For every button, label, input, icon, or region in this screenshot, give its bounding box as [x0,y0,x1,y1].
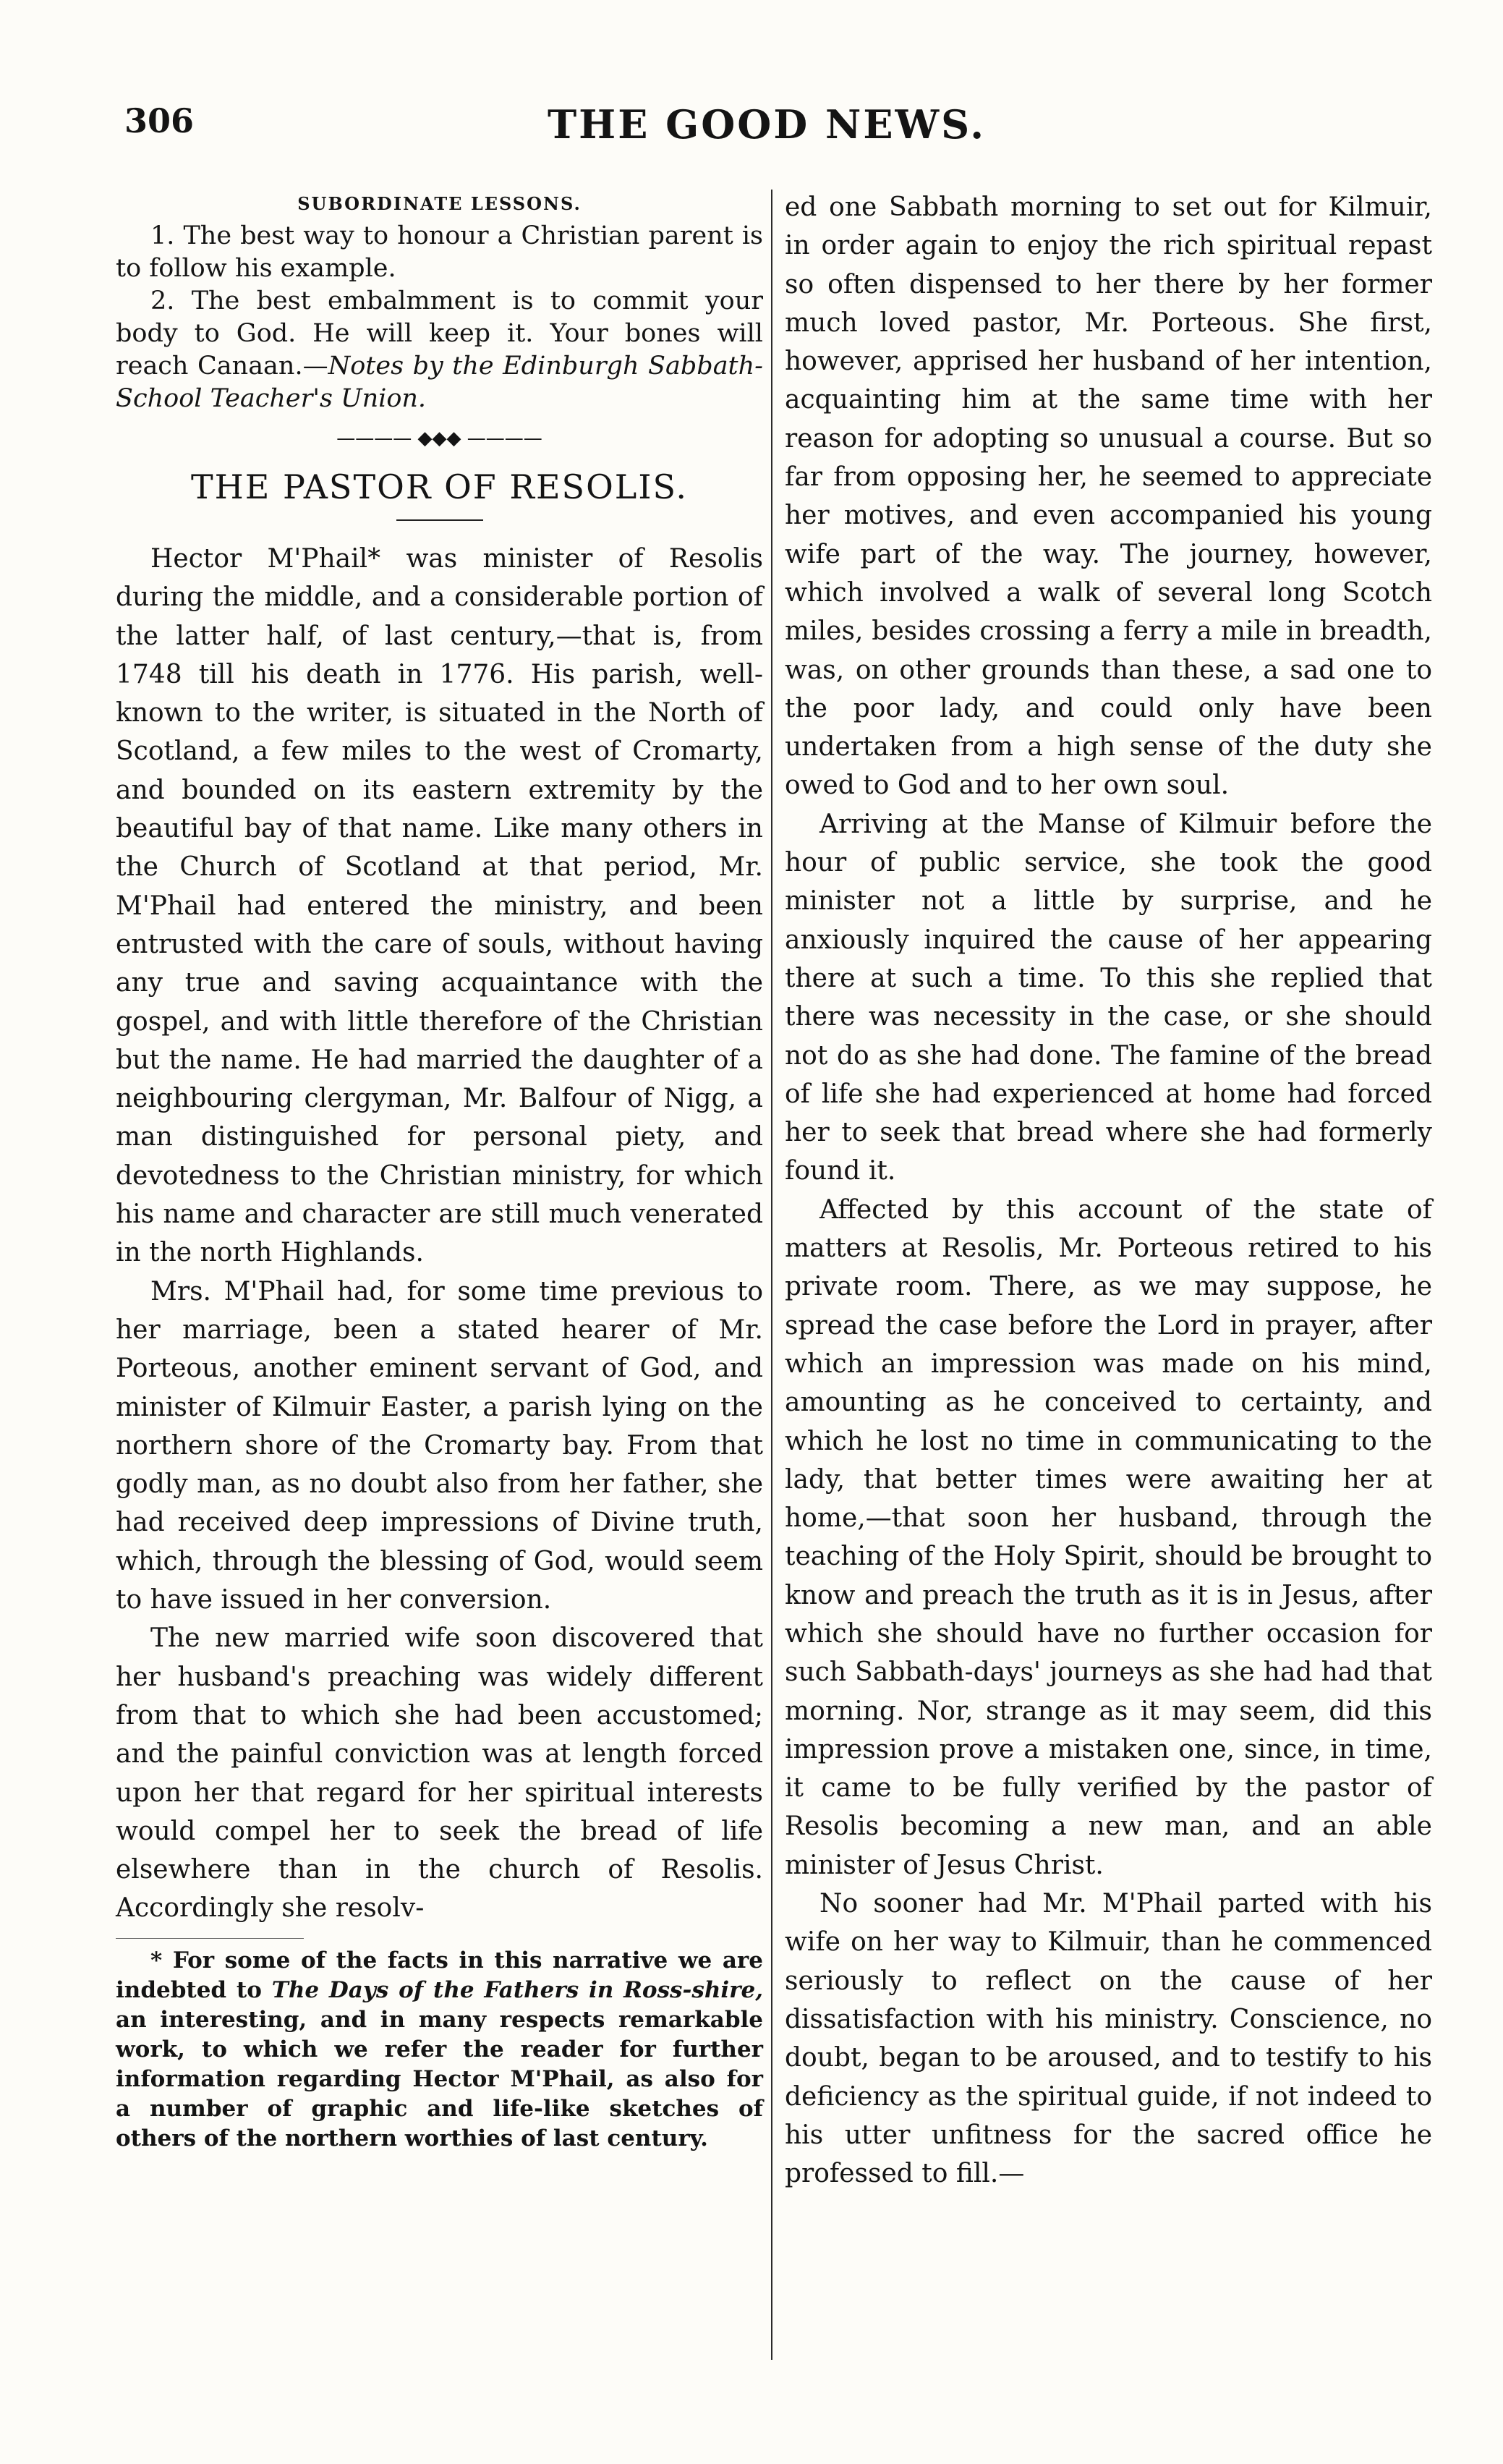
footnote-rule [116,1938,304,1939]
lesson-item-2-text: 2. The best embalmment is to commit your body to God. He will keep it. Your bones will reach Canaan.— [116,286,763,381]
running-title: THE GOOD NEWS. [547,101,987,148]
right-column [785,188,1432,2193]
subordinate-lessons-heading: SUBORDINATE LESSONS. [297,193,582,214]
right-paragraph-1: ed one Sabbath morning to set out for Kilmuir, in order again to enjoy the rich spiritual repast so often dispensed to her there by her former much loved pastor, Mr. Porteous. She first, however, apprised her husband of her intention, acquainting him at the same time with her reason for adopting so unusual a course. But so far from opposing her, he seemed to appreciate her motives, and even accompanied his young wife part of the way. The journey, however, which involved a walk of several long Scotch miles, besides crossing a ferry a mile in breadth, was, on other grounds than these, a sad one to the poor lady, and could only have been undertaken from a high sense of the duty she owed to God and to her own soul. [785,192,1432,801]
footnote-text-a: For some of the facts in this narrative we are indebted to [116,1947,763,2003]
article-title: THE PASTOR OF RESOLIS. [190,467,688,506]
left-paragraph-2: Mrs. M'Phail had, for some time previous to her marriage, been a stated hearer of Mr. Porteous, another eminent servant of God, and minister of Kilmuir Easter, a parish lying on the northern shore of the Cromarty bay. From that godly man, as no doubt also from her father, she had received deep impressions of Divine truth, which, through the blessing of God, would seem to have issued in her conversion. [116,1276,763,1615]
right-paragraph-3: Affected by this account of the state of matters at Resolis, Mr. Porteous retired to his private room. There, as we may suppose, he spread the case before the Lord in prayer, after which an impression was made on his mind, amounting as he conceived to certainty, and which he lost no time in communicating to the lady, that better times were awaiting her at home,—that soon her husband, through the teaching of the Holy Spirit, should be brought to know and preach the truth as it is in Jesus, after which she should have no further occasion for such Sabbath-days' journeys as she had had that morning. Nor, strange as it may seem, did this impression prove a mistaken one, since, in time, it came to be fully verified by the pastor of Resolis becoming a new man, and an able minister of Jesus Christ. [785,1194,1432,1880]
footnote [116,1946,763,2154]
page-header [94,101,1439,159]
lesson-item-1: 1. The best way to honour a Christian parent is to follow his example. [116,221,763,283]
right-paragraph-2: Arriving at the Manse of Kilmuir before the hour of public service, she took the good minister not a little by surprise, and he anxiously inquired the cause of her appearing there at such a time. To this she replied that there was necessity in the case, or she should not do as she had done. The famine of the bread of life she had experienced at home had forced her to seek that bread where she had formerly found it. [785,809,1432,1186]
left-column [116,188,763,2154]
footnote-text-b: an interesting, and in many respects remarkable work, to which we refer the reader for further information regarding Hector M'Phail, as also for a number of graphic and life-like sketches of others of the northern worthies of last century. [116,2006,763,2151]
footnote-book-title: The Days of the Fathers in Ross-shire, [271,1976,763,2003]
title-rule [396,519,483,521]
column-divider [771,190,772,2360]
section-ornament: ———— ◆◆◆ ———— [336,428,542,449]
left-paragraph-1: Hector M'Phail* was minister of Resolis during the middle, and a considerable portion of the latter half, of last century,—that is, from 1748 till his death in 1776. His parish, well-known to the writer, is situated in the North of Scotland, a few miles to the west of Cromarty, and bounded on its eastern extremity by the beautiful bay of that name. Like many others in the Church of Scotland at that period, Mr. M'Phail had entered the ministry, and been entrusted with the care of souls, without having any true and saving acquaintance with the gospel, and with little therefore of the Christian but the name. He had married the daughter of a neighbouring clergyman, Mr. Balfour of Nigg, a man distinguished for personal piety, and devotedness to the Christian ministry, for which his name and character are still much venerated in the north Highlands. [116,544,763,1268]
right-paragraph-4: No sooner had Mr. M'Phail parted with his wife on her way to Kilmuir, than he commenced seriously to reflect on the cause of her dissatisfaction with his ministry. Conscience, no doubt, began to be aroused, and to testify to his deficiency as the spiritual guide, if not indeed to his utter unfitness for the sacred office he professed to fill.— [785,1889,1432,2189]
footnote-mark: * [150,1947,173,1974]
lesson-item-2 [116,285,763,415]
lesson-source: Notes by the Edinburgh Sabbath-School Teacher's Union. [116,352,763,413]
page-number: 306 [124,101,195,140]
left-paragraph-3: The new married wife soon discovered that her husband's preaching was widely different from that to which she had been accustomed; and the painful conviction was at length forced upon her that regard for her spiritual interests would compel her to seek the bread of life elsewhere than in the church of Resolis. Accordingly she resolv- [116,1623,763,1924]
